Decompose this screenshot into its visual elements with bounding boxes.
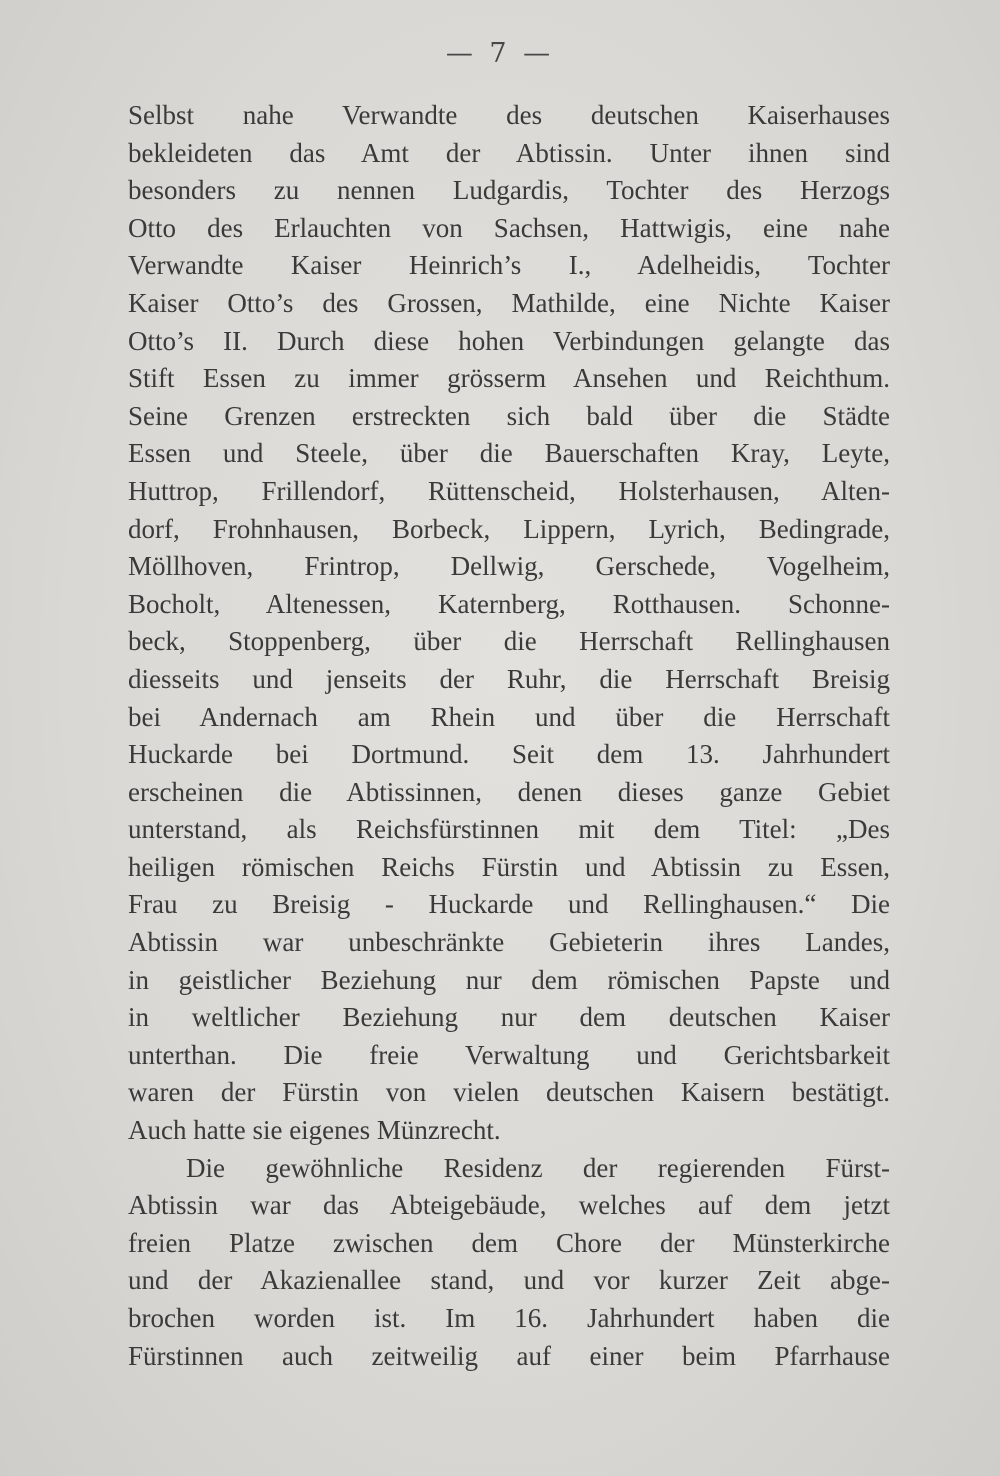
text-line: Abtissin war das Abteigebäude, welches auf dem jetzt: [128, 1190, 890, 1221]
text-line: Otto des Erlauchten von Sachsen, Hattwigis, eine nahe: [128, 212, 890, 243]
text-line: freien Platze zwischen dem Chore der Münsterkirche: [128, 1227, 890, 1258]
text-line: waren der Fürstin von vielen deutschen Kaisern bestätigt.: [128, 1077, 890, 1108]
text-line: unterthan. Die freie Verwaltung und Gerichtsbarkeit: [128, 1039, 890, 1070]
text-line: Stift Essen zu immer grösserm Ansehen und Reichthum.: [128, 363, 890, 394]
text-line: Fürstinnen auch zeitweilig auf einer beim Pfarrhause: [128, 1340, 890, 1371]
text-line: Kaiser Otto’s des Grossen, Mathilde, eine Nichte Kaiser: [128, 287, 890, 318]
text-line: besonders zu nennen Ludgardis, Tochter des Herzogs: [128, 175, 890, 206]
paragraph: [128, 97, 890, 1150]
text-line: erscheinen die Abtissinnen, denen dieses ganze Gebiet: [128, 776, 890, 807]
text-line: Die gewöhnliche Residenz der regierenden Fürst-: [186, 1152, 890, 1183]
text-line: dorf, Frohnhausen, Borbeck, Lippern, Lyrich, Bedingrade,: [128, 513, 890, 544]
text-line: in geistlicher Beziehung nur dem römischen Papste und: [128, 964, 890, 995]
text-line: beck, Stoppenberg, über die Herrschaft Rellinghausen: [128, 626, 890, 657]
text-line: Essen und Steele, über die Bauerschaften Kray, Leyte,: [128, 438, 890, 469]
text-line: Frau zu Breisig - Huckarde und Rellinghausen.“ Die: [128, 889, 890, 920]
text-line: Huckarde bei Dortmund. Seit dem 13. Jahrhundert: [128, 739, 890, 770]
body-text: [128, 97, 890, 1375]
text-line: Verwandte Kaiser Heinrich’s I., Adelheidis, Tochter: [128, 250, 890, 281]
text-line: in weltlicher Beziehung nur dem deutschen Kaiser: [128, 1002, 890, 1033]
text-line: Seine Grenzen erstreckten sich bald über die Städte: [128, 400, 890, 431]
text-line: Otto’s II. Durch diese hohen Verbindungen gelangte das: [128, 325, 890, 356]
text-line: unterstand, als Reichsfürstinnen mit dem Titel: „Des: [128, 814, 890, 845]
text-line: Bocholt, Altenessen, Katernberg, Rotthausen. Schonne-: [128, 588, 890, 619]
text-line: bei Andernach am Rhein und über die Herrschaft: [128, 701, 890, 732]
text-line: Auch hatte sie eigenes Münzrecht.: [128, 1115, 501, 1146]
text-line: heiligen römischen Reichs Fürstin und Abtissin zu Essen,: [128, 851, 890, 882]
text-line: bekleideten das Amt der Abtissin. Unter ihnen sind: [128, 137, 890, 168]
text-line: Selbst nahe Verwandte des deutschen Kaiserhauses: [128, 100, 890, 130]
text-line: Möllhoven, Frintrop, Dellwig, Gerschede, Vogelheim,: [128, 551, 890, 582]
paragraph: [128, 1150, 890, 1376]
text-line: brochen worden ist. Im 16. Jahrhundert haben die: [128, 1303, 890, 1333]
text-line: Huttrop, Frillendorf, Rüttenscheid, Holsterhausen, Alten-: [128, 475, 890, 506]
text-line: und der Akazienallee stand, und vor kurzer Zeit abge-: [128, 1265, 890, 1296]
page-number: — 7 —: [445, 38, 555, 69]
text-line: Abtissin war unbeschränkte Gebieterin ihres Landes,: [128, 927, 890, 958]
text-line: diesseits und jenseits der Ruhr, die Herrschaft Breisig: [128, 663, 890, 694]
